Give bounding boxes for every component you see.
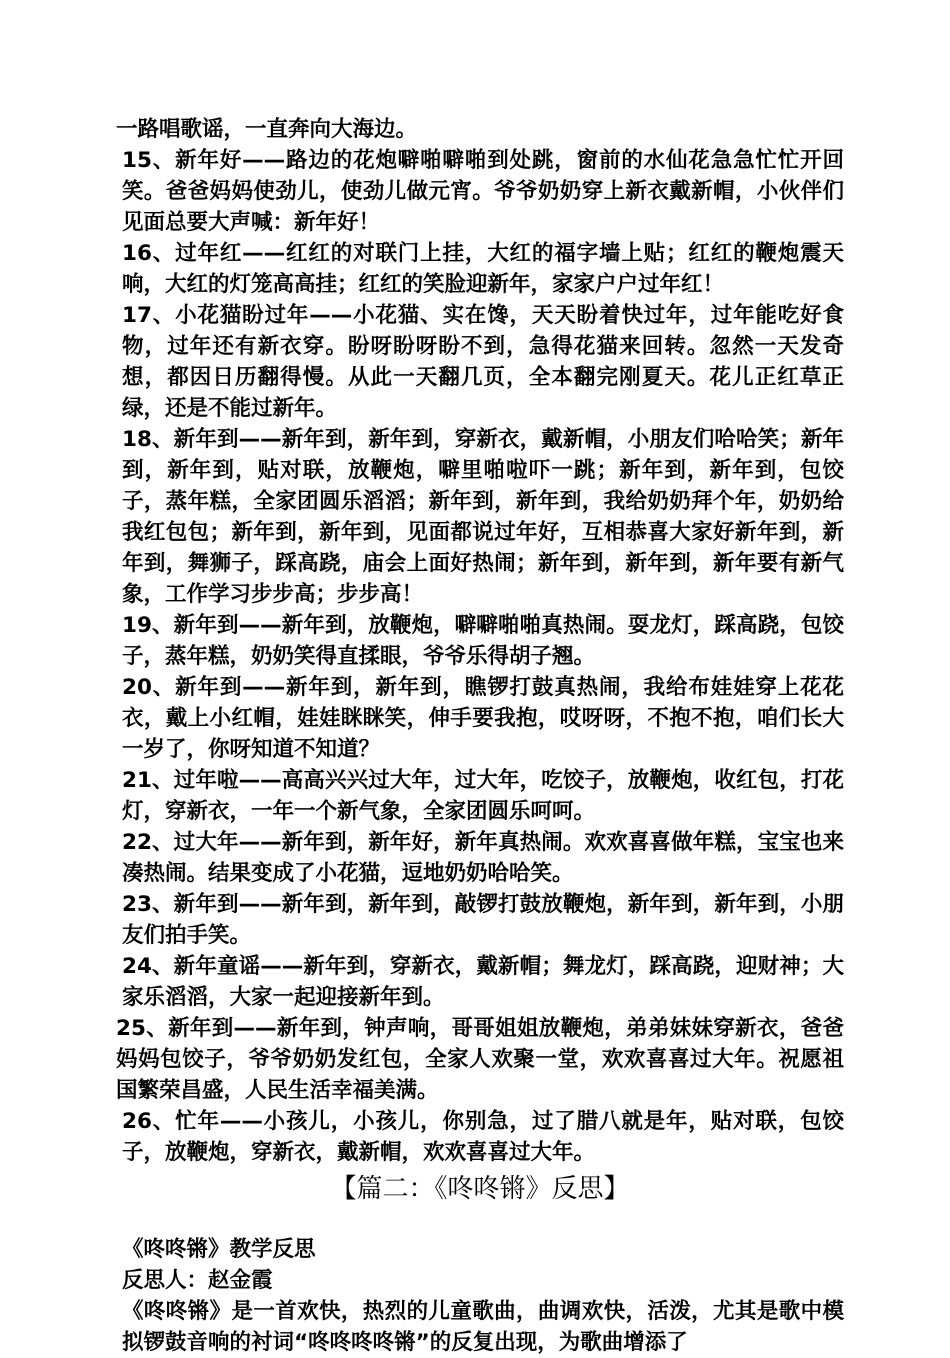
paragraph: 16、过年红——红红的对联门上挂，大红的福字墙上贴；红红的鞭炮震天响，大红的灯笼高高挂；红红的笑脸迎新年，家家户户过年红！ — [122, 241, 844, 297]
paragraph: 21、过年啦——高高兴兴过大年，过大年，吃饺子，放鞭炮，收红包，打花灯，穿新衣，一年一个新气象，全家团圆乐呵呵。 — [122, 768, 844, 824]
paragraph: 23、新年到——新年到，新年到，敲锣打鼓放鞭炮，新年到，新年到，小朋友们拍手笑。 — [122, 892, 844, 948]
section-heading: 【篇二：《咚咚锵》反思】 — [330, 1174, 630, 1204]
article-title: 《咚咚锵》教学反思 — [122, 1237, 316, 1262]
document-body — [116, 114, 844, 1358]
paragraph: 《咚咚锵》是一首欢快，热烈的儿童歌曲，曲调欢快，活泼，尤其是歌中模拟锣鼓音响的衬词“咚咚咚咚锵”的反复出现，为歌曲增添了 — [122, 1299, 844, 1355]
author-line: 反思人：赵金霞 — [122, 1268, 273, 1293]
paragraph: 24、新年童谣——新年到，穿新衣，戴新帽；舞龙灯，踩高跷，迎财神；大家乐滔滔，大家一起迎接新年到。 — [122, 954, 844, 1010]
paragraph: 20、新年到——新年到，新年到，瞧锣打鼓真热闹，我给布娃娃穿上花花衣，戴上小红帽，娃娃眯眯笑，伸手要我抱，哎呀呀，不抱不抱，咱们长大一岁了，你呀知道不知道？ — [122, 675, 844, 762]
paragraph: 25、新年到——新年到，钟声响，哥哥姐姐放鞭炮，弟弟妹妹穿新衣，爸爸妈妈包饺子，爷爷奶奶发红包，全家人欢聚一堂，欢欢喜喜过大年。祝愿祖国繁荣昌盛，人民生活幸福美满。 — [116, 1016, 844, 1103]
paragraph: 22、过大年——新年到，新年好，新年真热闹。欢欢喜喜做年糕，宝宝也来凑热闹。结果变成了小花猫，逗地奶奶哈哈笑。 — [122, 830, 844, 886]
paragraph: 一路唱歌谣，一直奔向大海边。 — [116, 117, 418, 142]
paragraph: 18、新年到——新年到，新年到，穿新衣，戴新帽，小朋友们哈哈笑；新年到，新年到，贴对联，放鞭炮，噼里啪啦吓一跳；新年到，新年到，包饺子，蒸年糕，全家团圆乐滔滔；新年到，新年到，我给奶奶拜个年，奶奶给我红包包；新年到，新年到，见面都说过年好，互相恭喜大家好新年到，新年到，舞狮子，踩高跷，庙会上面好热闹；新年到，新年到，新年要有新气象，工作学习步步高；步步高！ — [122, 427, 844, 607]
paragraphs-after — [116, 1234, 844, 1358]
paragraphs-before — [116, 114, 844, 1168]
paragraph: 15、新年好——路边的花炮噼啪噼啪到处跳，窗前的水仙花急急忙忙开回笑。爸爸妈妈使劲儿，使劲儿做元宵。爷爷奶奶穿上新衣戴新帽，小伙伴们见面总要大声喊：新年好！ — [122, 148, 844, 235]
paragraph: 17、小花猫盼过年——小花猫、实在馋，天天盼着快过年，过年能吃好食物，过年还有新衣穿。盼呀盼呀盼不到，急得花猫来回转。忽然一天发奇想，都因日历翻得慢。从此一天翻几页，全本翻完刚夏天。花儿正红草正绿，还是不能过新年。 — [122, 303, 844, 421]
paragraph: 19、新年到——新年到，放鞭炮，噼噼啪啪真热闹。耍龙灯，踩高跷，包饺子，蒸年糕，奶奶笑得直揉眼，爷爷乐得胡子翘。 — [122, 613, 844, 669]
paragraph: 26、忙年——小孩儿，小孩儿，你别急，过了腊八就是年，贴对联，包饺子，放鞭炮，穿新衣，戴新帽，欢欢喜喜过大年。 — [122, 1109, 844, 1165]
